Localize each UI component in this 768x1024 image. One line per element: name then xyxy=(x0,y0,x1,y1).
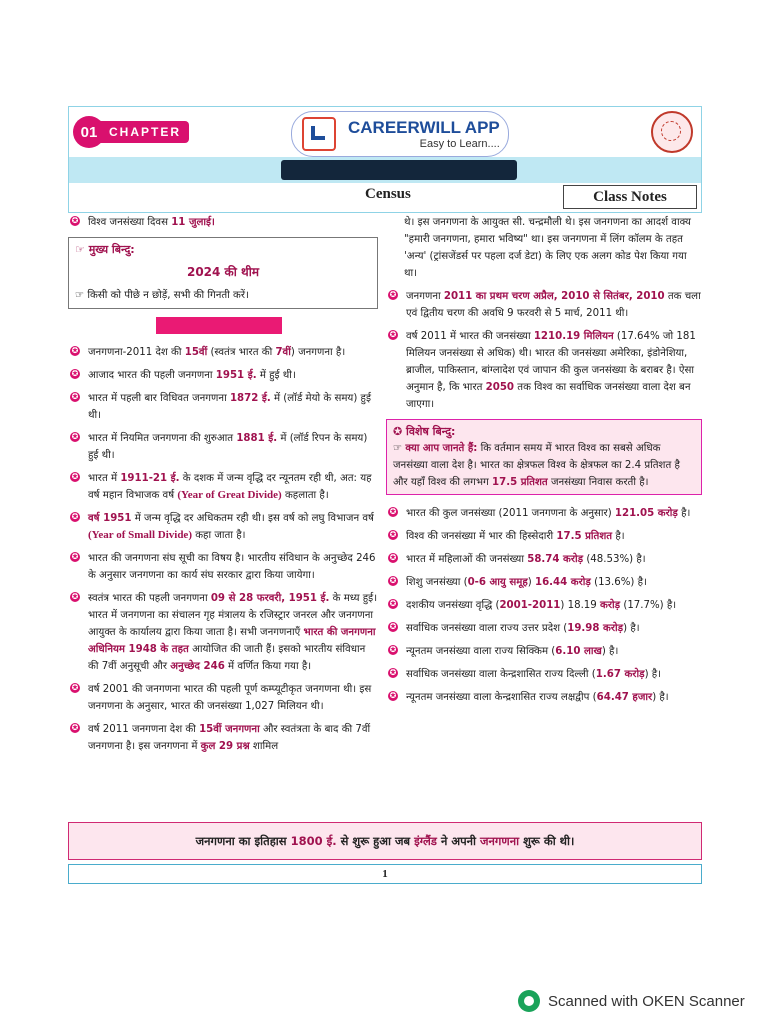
list-item: ✪ न्यूनतम जनसंख्या वाला राज्य सिक्किम (6.10 लाख) है। xyxy=(389,645,619,657)
list-item: ✪ भारत की कुल जनसंख्या (2011 जनगणना के अनुसार) 121.05 करोड़ है। xyxy=(389,507,691,519)
list-item: ✪ विश्व जनसंख्या दिवस 11 जुलाई। xyxy=(71,216,215,228)
list-item: ✪ दशकीय जनसंख्या वृद्धि (2001-2011) 18.19 करोड़ (17.7%) है। xyxy=(389,599,677,611)
class-notes-label: Class Notes xyxy=(563,185,697,209)
brand-tagline: Easy to Learn.... xyxy=(419,138,500,150)
list-item: ✪ भारत में महिलाओं की जनसंख्या 58.74 करोड़ (48.53%) है। xyxy=(389,553,646,565)
paragraph: थे। इस जनगणना के आयुक्त सी. चन्द्रमौली थे। इस जनगणना का आदर्श वाक्य "हमारी जनगणना, हमारा भविष्य" था। इस जनगणना में लिंग कॉलम के तहत 'अन्य' (ट्रांसजेंडर्स पर पहला दर्ज डेटा) के लिए एक अलग कोड पेश किया गया था। xyxy=(404,217,691,279)
list-item: ✪ जनगणना-2011 देश की 15वीं (स्वतंत्र भारत की 7वीं) जनगणना है। xyxy=(71,346,346,358)
list-item: ✪ भारत की जनगणना संघ सूची का विषय है। भारतीय संविधान के अनुच्छेद 246 के अनुसार जनगणना का कार्य संघ सरकार द्वारा किया जायेगा। xyxy=(71,552,376,581)
careerwill-logo-icon xyxy=(302,117,336,151)
list-item: ✪ भारत में पहली बार विधिवत जनगणना 1872 ई. में (लॉर्ड मेयो के समय) हुई थी। xyxy=(71,392,371,421)
list-item: ✪ विश्व की जनसंख्या में भार की हिस्सेदारी 17.5 प्रतिशत है। xyxy=(389,530,625,542)
pointer-icon: ☞ xyxy=(75,290,88,301)
chapter-badge xyxy=(73,119,189,145)
chapter-number: 01 xyxy=(73,116,105,148)
oken-scanner-icon xyxy=(518,990,540,1012)
star-icon: ✪ xyxy=(393,425,407,438)
scanner-text: Scanned with OKEN Scanner xyxy=(548,992,745,1010)
list-item: ✪ स्वतंत्र भारत की पहली जनगणना 09 से 28 फरवरी, 1951 ई. के मध्य हुई। भारत में जनगणना का संचालन गृह मंत्रालय के रजिस्ट्रार जनरल और जनगणना आयुक्त के कार्यालय द्वारा किया जाता है। सभी जनगणनाएँ भारत की जनगणना अधिनियम 1948 के तहत आयोजित की जाती हैं। इसको भारतीय संविधान की 7वीं अनुसूची और अनुच्छेद 246 में वर्णित किया गया है। xyxy=(71,592,378,672)
list-item: ✪ वर्ष 1951 में जन्म वृद्धि दर अधिकतम रही थी। इस वर्ष को लघु विभाजन वर्ष (Year of Small Divide) कहा जाता है। xyxy=(71,512,374,541)
history-note: जनगणना का इतिहास 1800 ई. से शुरू हुआ जब इंग्लैंड ने अपनी जनगणना शुरू की थी। xyxy=(68,822,702,860)
list-item: ✪ वर्ष 2001 की जनगणना भारत की पहली पूर्ण कम्प्यूटीकृत जनगणना थी। इस जनगणना के अनुसार, भारत की जनसंख्या 1,027 मिलियन थी। xyxy=(71,683,372,712)
page-title: Census xyxy=(365,186,411,202)
brand-name: CAREERWILL APP xyxy=(348,118,500,137)
title-bar xyxy=(281,160,517,180)
list-item: ✪ भारत में नियमित जनगणना की शुरुआत 1881 ई. में (लॉर्ड रिपन के समय) हुई थी। xyxy=(71,432,368,461)
key-points-box: ☞ मुख्य बिन्दु: 2024 की थीम ☞ किसी को पीछे न छोड़ें, सभी की गिनती करें। xyxy=(68,237,378,309)
special-points-box: ✪ विशेष बिन्दु: ☞ क्या आप जानते हैं: कि वर्तमान समय में भारत विश्व का सबसे अधिक जनसंख्या वाला देश है। भारत का क्षेत्रफल विश्व के क्षेत्रफल का 2.4 प्रतिशत है और यहाँ विश्व की लगभग 17.5 प्रतिशत जनसंख्या निवास करती है। xyxy=(386,419,702,495)
list-item: ✪ वर्ष 2011 जनगणना देश की 15वीं जनगणना और स्वतंत्रता के बाद की 7वीं जनगणना है। इस जनगणना में कुल 29 प्रश्न शामिल xyxy=(71,723,371,752)
chapter-label: CHAPTER xyxy=(97,121,189,143)
list-item: ✪ वर्ष 2011 में भारत की जनसंख्या 1210.19 मिलियन (17.64% जो 181 मिलियन जनसंख्या से अधिक) थी। भारत की जनसंख्या अमेरिका, इंडोनेशिया, ब्राजील, पाकिस्तान, बांग्लादेश एवं जापान की कुल जनसंख्या के बराबर है। ऐसा अनुमान है, कि भारत 2050 तक विश्व का सर्वाधिक जनसंख्या वाला देश बन जाएगा। xyxy=(389,330,696,410)
list-item: ✪ शिशु जनसंख्या (0-6 आयु समूह) 16.44 करोड़ (13.6%) है। xyxy=(389,576,647,588)
page-number: 1 xyxy=(68,864,702,884)
seal-icon xyxy=(651,111,693,153)
list-item: ✪ सर्वाधिक जनसंख्या वाला केन्द्रशासित राज्य दिल्ली (1.67 करोड़) है। xyxy=(389,668,662,680)
bullet-icon: ✪ xyxy=(71,216,79,225)
list-item: ✪ सर्वाधिक जनसंख्या वाला राज्य उत्तर प्रदेश (19.98 करोड़) है। xyxy=(389,622,640,634)
right-column xyxy=(386,214,702,712)
list-item: ✪ न्यूनतम जनसंख्या वाला केन्द्रशासित राज्य लक्षद्वीप (64.47 हजार) है। xyxy=(389,691,669,703)
header xyxy=(68,106,702,213)
list-item: ✪ जनगणना 2011 का प्रथम चरण अप्रैल, 2010 से सितंबर, 2010 तक चला एवं द्वितीय चरण की अवधि 9 फरवरी से 5 मार्च, 2011 थी। xyxy=(389,290,701,319)
brand-logo xyxy=(291,111,509,157)
scanner-watermark xyxy=(518,990,745,1012)
pointer-icon: ☞ xyxy=(393,443,406,454)
list-item: ✪ आजाद भारत की पहली जनगणना 1951 ई. में हुई थी। xyxy=(71,369,296,381)
page xyxy=(68,106,702,880)
theme-title: 2024 की थीम xyxy=(186,265,260,279)
hand-icon: ☞ xyxy=(75,243,89,256)
highlight-bar xyxy=(156,317,282,334)
list-item: ✪ भारत में 1911-21 ई. के दशक में जन्म वृद्धि दर न्यूनतम रही थी, अत: यह वर्ष महान विभाजक वर्ष (Year of Great Divide) कहलाता है। xyxy=(71,472,372,501)
left-column xyxy=(68,214,378,761)
